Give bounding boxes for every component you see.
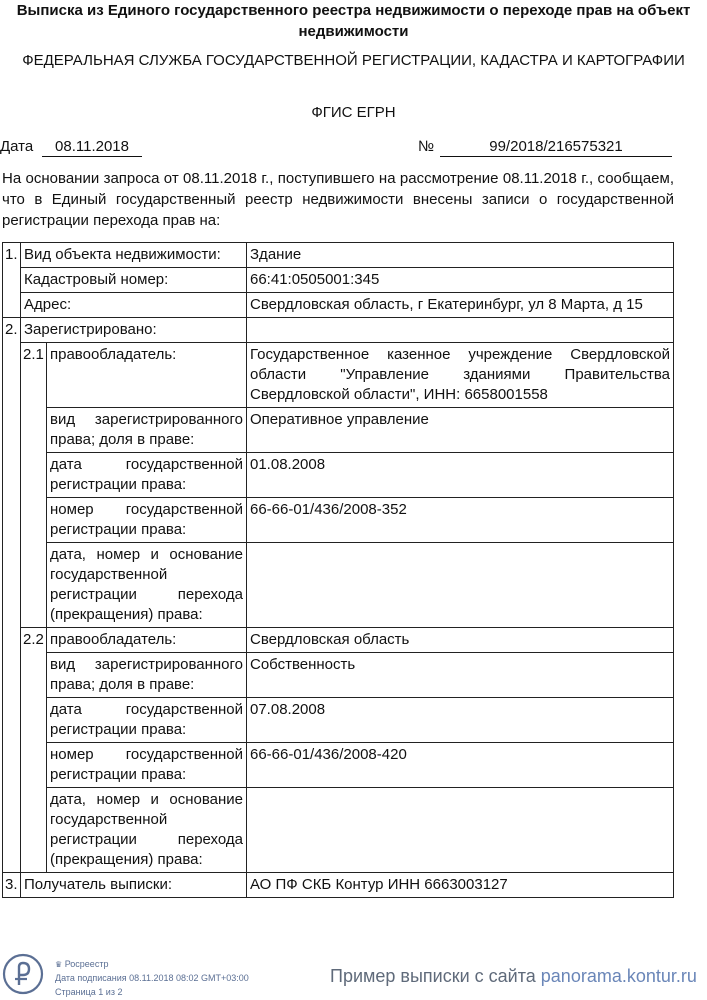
transfer-value	[247, 788, 674, 873]
signed-date: Дата подписания 08.11.2018 08:02 GMT+03:00	[55, 973, 249, 983]
table-row	[3, 498, 674, 543]
object-type-label: Вид объекта недвижимости:	[21, 243, 247, 268]
right-type-value: Собственность	[247, 653, 674, 698]
cadastral-label: Кадастровый номер:	[21, 268, 247, 293]
watermark-site: panorama.kontur.ru	[540, 966, 697, 986]
holder-label: правообладатель:	[47, 628, 247, 653]
organization-name: ФЕДЕРАЛЬНАЯ СЛУЖБА ГОСУДАРСТВЕННОЙ РЕГИСТРАЦИИ, КАДАСТРА И КАРТОГРАФИИ	[22, 52, 685, 69]
row-number: 2.	[3, 318, 21, 873]
registered-label: Зарегистрировано:	[21, 318, 247, 343]
table-row	[3, 543, 674, 628]
table-row	[3, 343, 674, 408]
cadastral-value: 66:41:0505001:345	[247, 268, 674, 293]
page-counter: Страница 1 из 2	[55, 987, 123, 997]
right-type-label: вид зарегистрированного права; доля в праве:	[47, 408, 247, 453]
agency-name: ♛ Росреестр	[55, 959, 109, 969]
reg-date-value: 07.08.2008	[247, 698, 674, 743]
table-row	[3, 788, 674, 873]
holder-label: правообладатель:	[47, 343, 247, 408]
entry-number: 2.1	[21, 343, 47, 628]
address-value: Свердловская область, г Екатеринбург, ул 8 Марта, д 15	[247, 293, 674, 318]
reg-number-label: номер государственной регистрации права:	[47, 498, 247, 543]
row-number: 3.	[3, 873, 21, 898]
holder-value: Свердловская область	[247, 628, 674, 653]
reg-number-value: 66-66-01/436/2008-420	[247, 743, 674, 788]
object-type-value: Здание	[247, 243, 674, 268]
transfer-label: дата, номер и основание государственной регистрации перехода (прекращения) права:	[47, 543, 247, 628]
entry-number: 2.2	[21, 628, 47, 873]
system-name: ФГИС ЕГРН	[311, 104, 396, 121]
right-type-value: Оперативное управление	[247, 408, 674, 453]
table-row	[3, 243, 674, 268]
table-row	[3, 453, 674, 498]
holder-value: Государственное казенное учреждение Свердловской области "Управление зданиями Правительства Свердловской области", ИНН: 6658001558	[247, 343, 674, 408]
transfer-value	[247, 543, 674, 628]
intro-paragraph: На основании запроса от 08.11.2018 г., поступившего на рассмотрение 08.11.2018 г., сообщаем, что в Единый государственный реестр недвижимости внесены записи о государственной регистрации перехода прав на:	[2, 170, 674, 229]
table-row	[3, 268, 674, 293]
reg-number-label: номер государственной регистрации права:	[47, 743, 247, 788]
number-label: №	[418, 138, 435, 155]
watermark	[330, 966, 697, 987]
recipient-value: АО ПФ СКБ Контур ИНН 6663003127	[247, 873, 674, 898]
table-row	[3, 628, 674, 653]
right-type-label: вид зарегистрированного права; доля в праве:	[47, 653, 247, 698]
date-label: Дата	[0, 138, 34, 155]
reg-number-value: 66-66-01/436/2008-352	[247, 498, 674, 543]
recipient-label: Получатель выписки:	[21, 873, 247, 898]
number-value: 99/2018/216575321	[440, 138, 672, 157]
table-row	[3, 743, 674, 788]
row-number: 1.	[3, 243, 21, 318]
table-row	[3, 653, 674, 698]
table-row	[3, 293, 674, 318]
registry-table	[2, 242, 674, 898]
reg-date-label: дата государственной регистрации права:	[47, 698, 247, 743]
date-number-line	[0, 138, 707, 158]
table-row	[3, 698, 674, 743]
document-title: Выписка из Единого государственного реестра недвижимости о переходе прав на объект недвижимости	[16, 2, 691, 40]
table-row	[3, 318, 674, 343]
date-value: 08.11.2018	[42, 138, 142, 157]
reg-date-label: дата государственной регистрации права:	[47, 453, 247, 498]
rosreestr-logo-icon	[2, 953, 44, 995]
table-row	[3, 873, 674, 898]
table-row	[3, 408, 674, 453]
watermark-prefix: Пример выписки с сайта	[330, 966, 536, 986]
eagle-icon: ♛	[55, 960, 63, 969]
address-label: Адрес:	[21, 293, 247, 318]
reg-date-value: 01.08.2008	[247, 453, 674, 498]
transfer-label: дата, номер и основание государственной регистрации перехода (прекращения) права:	[47, 788, 247, 873]
